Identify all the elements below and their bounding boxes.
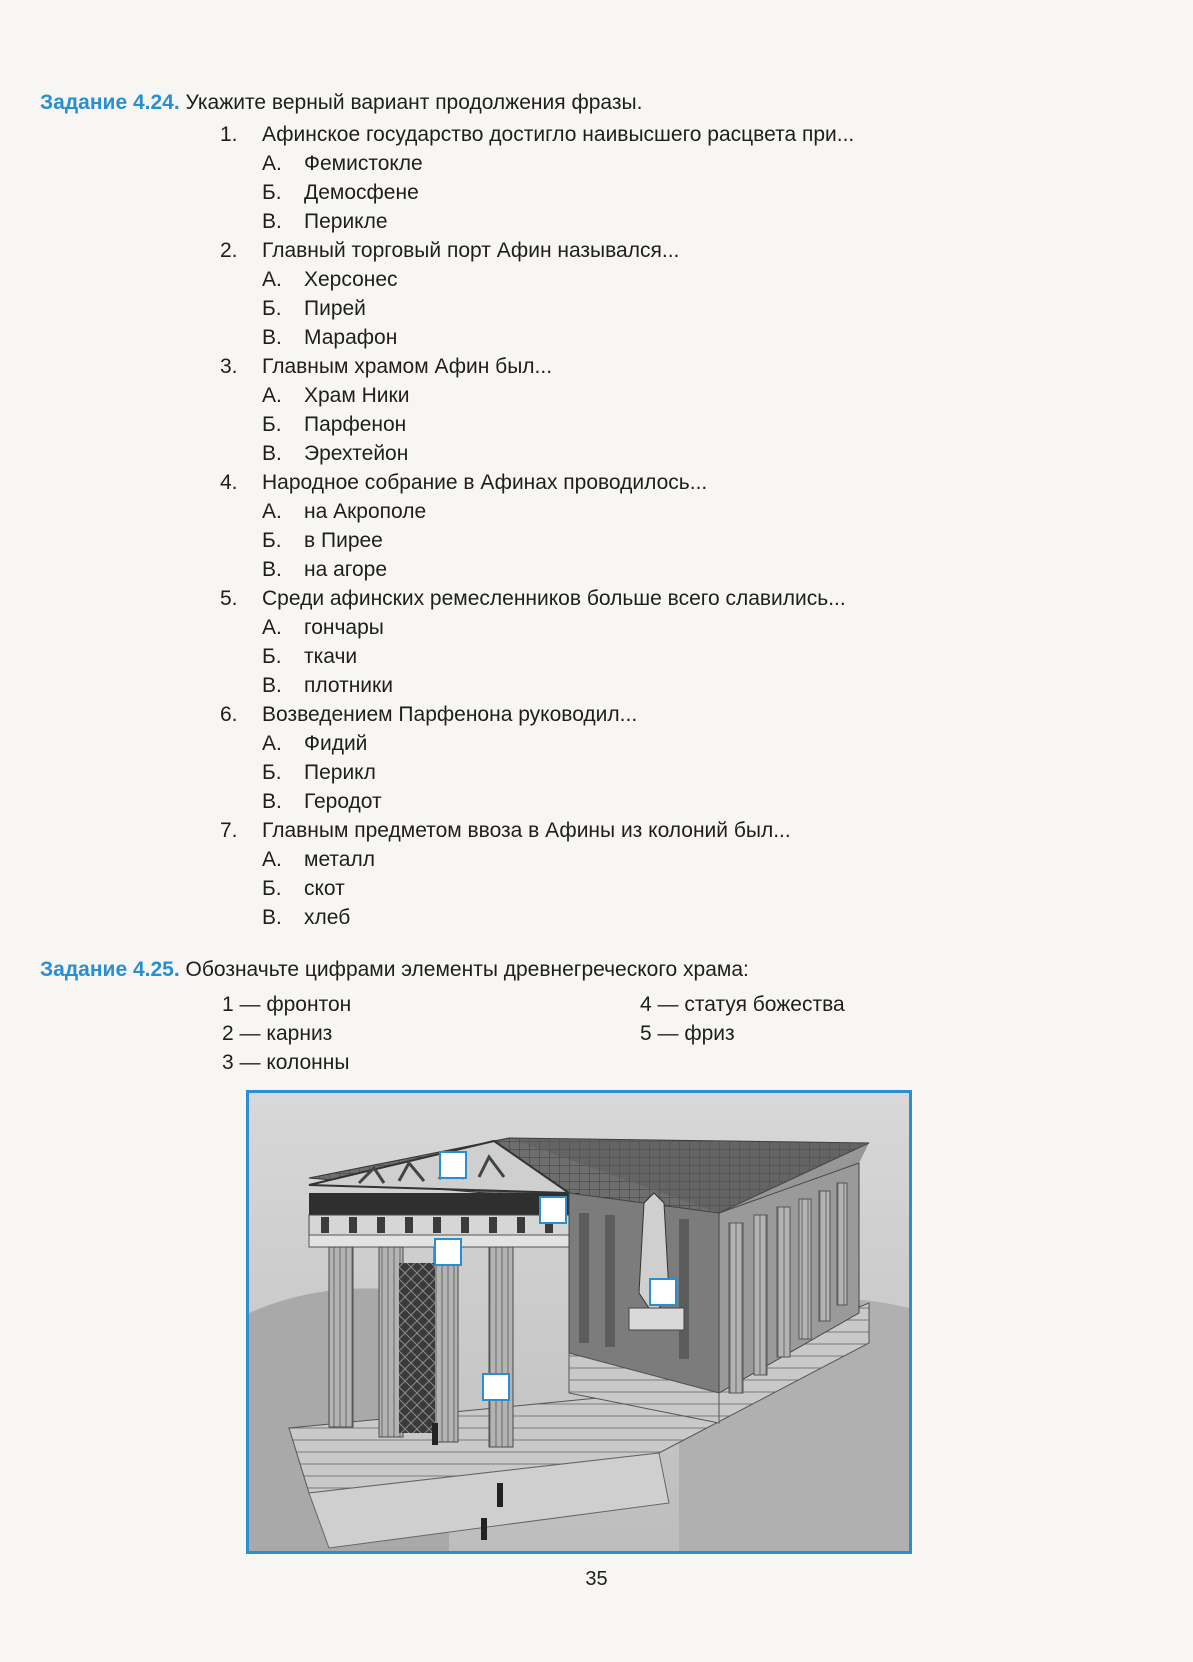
option-letter: В. — [262, 326, 282, 349]
option-letter: В. — [262, 674, 282, 697]
answer-option[interactable] — [220, 207, 980, 236]
answer-option[interactable] — [220, 729, 980, 758]
temple-drawing — [249, 1093, 909, 1551]
question-number: 1. — [220, 123, 238, 146]
answer-box-frieze[interactable] — [434, 1238, 462, 1266]
answer-option[interactable] — [220, 178, 980, 207]
option-letter: А. — [262, 616, 282, 639]
task-4-24-instruction: Укажите верный вариант продолжения фразы. — [185, 91, 643, 114]
answer-option[interactable] — [220, 439, 980, 468]
question-number: 4. — [220, 471, 238, 494]
question-text: Народное собрание в Афинах проводилось... — [262, 471, 708, 494]
answer-option[interactable] — [220, 613, 980, 642]
option-text: Фемистокле — [304, 152, 423, 175]
option-text: Пирей — [304, 297, 366, 320]
answer-option[interactable] — [220, 410, 980, 439]
answer-option[interactable] — [220, 903, 980, 932]
page-number: 35 — [585, 1568, 608, 1590]
option-letter: А. — [262, 384, 282, 407]
legend-item-pediment: 1 — фронтон — [222, 993, 352, 1016]
answer-option[interactable] — [220, 149, 980, 178]
question-number: 5. — [220, 587, 238, 610]
legend-item-cornice: 2 — карниз — [222, 1022, 333, 1045]
question-text: Главный торговый порт Афин назывался... — [262, 239, 680, 262]
answer-option[interactable] — [220, 758, 980, 787]
option-letter: А. — [262, 152, 282, 175]
answer-option[interactable] — [220, 874, 980, 903]
option-text: Марафон — [304, 326, 398, 349]
answer-option[interactable] — [220, 497, 980, 526]
option-text: Фидий — [304, 732, 368, 755]
legend-left-column — [222, 990, 351, 1077]
question-text: Афинское государство достигло наивысшего расцвета при... — [262, 123, 855, 146]
task-4-24-label: Задание 4.24. — [40, 91, 180, 114]
task-4-25-label: Задание 4.25. — [40, 958, 180, 981]
option-text: плотники — [304, 674, 393, 697]
question-text: Среди афинских ремесленников больше всего славились... — [262, 587, 846, 610]
question-3 — [220, 352, 980, 381]
answer-option[interactable] — [220, 671, 980, 700]
task-4-24-heading — [40, 88, 642, 117]
option-text: Храм Ники — [304, 384, 410, 407]
question-6 — [220, 700, 980, 729]
option-letter: Б. — [262, 645, 282, 668]
option-text: Перикле — [304, 210, 388, 233]
answer-option[interactable] — [220, 555, 980, 584]
task-4-25-heading — [40, 955, 749, 984]
legend-item-statue: 4 — статуя божества — [640, 993, 845, 1016]
legend-item-frieze: 5 — фриз — [640, 1022, 735, 1045]
question-text: Возведением Парфенона руководил... — [262, 703, 638, 726]
answer-option[interactable] — [220, 294, 980, 323]
question-text: Главным храмом Афин был... — [262, 355, 553, 378]
option-text: Парфенон — [304, 413, 407, 436]
option-letter: Б. — [262, 181, 282, 204]
greek-temple-illustration — [246, 1090, 912, 1554]
option-letter: Б. — [262, 297, 282, 320]
option-letter: А. — [262, 848, 282, 871]
option-text: ткачи — [304, 645, 358, 668]
option-text: скот — [304, 877, 345, 900]
answer-option[interactable] — [220, 526, 980, 555]
question-text: Главным предметом ввоза в Афины из колоний был... — [262, 819, 791, 842]
legend-item-columns: 3 — колонны — [222, 1051, 350, 1074]
option-letter: Б. — [262, 413, 282, 436]
legend-right-column — [640, 990, 845, 1048]
option-text: на агоре — [304, 558, 388, 581]
answer-option[interactable] — [220, 265, 980, 294]
task-4-24-questions — [220, 120, 980, 932]
question-number: 3. — [220, 355, 238, 378]
question-number: 7. — [220, 819, 238, 842]
option-letter: В. — [262, 906, 282, 929]
answer-box-statue[interactable] — [649, 1278, 677, 1306]
answer-box-columns[interactable] — [482, 1373, 510, 1401]
answer-option[interactable] — [220, 381, 980, 410]
option-text: Эрехтейон — [304, 442, 409, 465]
option-text: Демосфене — [304, 181, 419, 204]
question-2 — [220, 236, 980, 265]
answer-box-pediment[interactable] — [439, 1151, 467, 1179]
option-text: металл — [304, 848, 375, 871]
task-4-25-instruction: Обозначьте цифрами элементы древнегреческого храма: — [185, 958, 749, 981]
option-letter: Б. — [262, 529, 282, 552]
question-number: 2. — [220, 239, 238, 262]
option-text: на Акрополе — [304, 500, 427, 523]
option-text: хлеб — [304, 906, 351, 929]
answer-option[interactable] — [220, 642, 980, 671]
answer-option[interactable] — [220, 323, 980, 352]
question-number: 6. — [220, 703, 238, 726]
option-letter: Б. — [262, 761, 282, 784]
question-7 — [220, 816, 980, 845]
option-text: гончары — [304, 616, 384, 639]
option-text: Геродот — [304, 790, 382, 813]
answer-box-cornice[interactable] — [539, 1196, 567, 1224]
option-letter: В. — [262, 790, 282, 813]
question-4 — [220, 468, 980, 497]
option-text: Перикл — [304, 761, 376, 784]
question-1 — [220, 120, 980, 149]
option-letter: В. — [262, 558, 282, 581]
answer-option[interactable] — [220, 787, 980, 816]
option-text: Херсонес — [304, 268, 398, 291]
option-letter: А. — [262, 268, 282, 291]
answer-option[interactable] — [220, 845, 980, 874]
option-letter: А. — [262, 732, 282, 755]
option-letter: В. — [262, 442, 282, 465]
option-letter: В. — [262, 210, 282, 233]
option-letter: Б. — [262, 877, 282, 900]
question-5 — [220, 584, 980, 613]
option-letter: А. — [262, 500, 282, 523]
option-text: в Пирее — [304, 529, 383, 552]
